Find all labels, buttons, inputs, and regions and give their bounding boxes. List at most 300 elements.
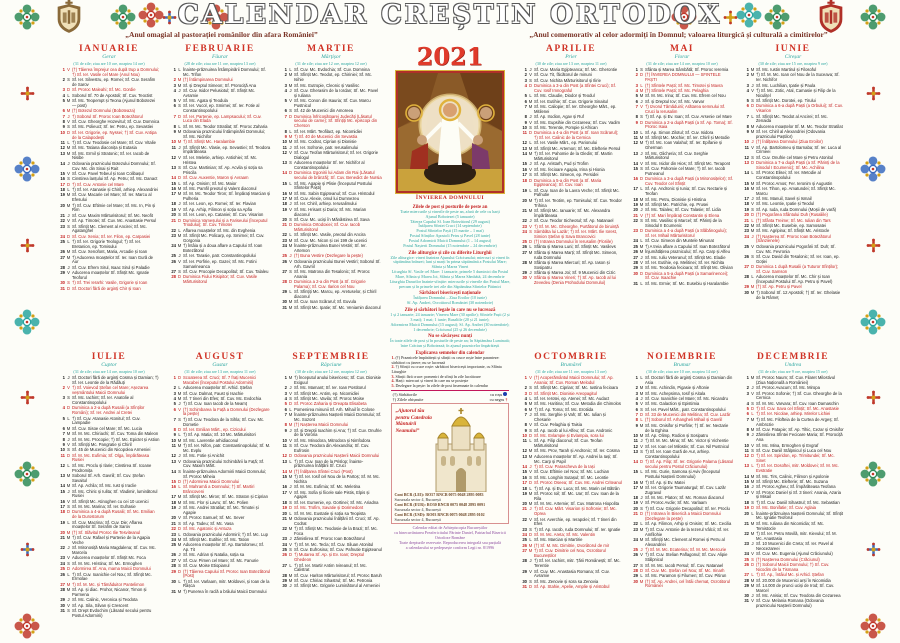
weekday-letter: M <box>750 375 755 380</box>
weekday-letter: V <box>529 469 532 475</box>
day-text: Sf. 45 de Mucenici din Nicopolea Armeniei <box>72 447 151 453</box>
month-name: SEPTEMBRIE <box>292 352 370 362</box>
weekday-letter: M <box>639 390 644 396</box>
day-entry <box>58 240 160 250</box>
day-number: 12 <box>744 154 749 160</box>
day-text: Duminica Izgonirii lui Adam din Rai (Lăsatul secului de brânză); Sf. Cuv. Benedict de Nursia <box>294 170 382 181</box>
day-text: Sf. Cuv. Xenofont, Maria, Arcadie și Ioan <box>72 249 148 255</box>
day-number: 7 <box>524 104 527 110</box>
weekday-letter: L <box>529 485 532 491</box>
day-number: 20 <box>282 216 287 222</box>
day-text: Sf. Cuv. Eufrosina; Sf. Cuv. Pafnutie Egipteanul <box>294 547 382 553</box>
day-text: Sf. Mc. Proclu și Ilarie; Cinstirea Sf. Icoane Prodromița <box>72 462 152 473</box>
day-entry <box>520 413 622 423</box>
day-text: Aducerea moaștelor Sf. M. Mc. Teodor Stratilat <box>756 123 843 129</box>
weekday-letter: D <box>66 566 71 572</box>
day-text: †) Sf. Ier. Nifon, patr. Constantinopolului; Sf. M. Mc. Evplu <box>183 443 271 453</box>
day-number: 4 <box>635 395 638 401</box>
day-number: 14 <box>744 170 749 176</box>
day-number: 4 <box>173 87 176 93</box>
day-number: 12 <box>522 140 527 146</box>
day-number: 28 <box>60 587 65 593</box>
day-entry <box>631 187 733 197</box>
calendar-grid <box>56 44 844 640</box>
day-number: 28 <box>633 259 638 265</box>
day-text: Sf. Mc. Lavrentie arhidiaconul <box>183 437 239 443</box>
weekday-letter: M <box>528 104 533 110</box>
weekday-letter: D <box>288 222 293 228</box>
day-number: 5 <box>284 98 287 104</box>
weekday-letter: S <box>751 400 754 406</box>
day-text: Sf. Mc. Haritina; Sf. Cuv. Metodia din Chimolos <box>534 401 621 407</box>
weekday-letter: J <box>178 401 181 407</box>
weekday-letter: J <box>529 67 532 72</box>
month-daylight-info: (30 de zile; ziua are 15 ore, noaptea 9 ore) <box>758 61 828 66</box>
day-number: 18 <box>171 201 176 207</box>
day-number: 4 <box>284 395 287 401</box>
weekday-letter: D <box>177 274 182 280</box>
day-entry <box>280 270 382 280</box>
weekday-letter: D <box>177 426 182 432</box>
day-text: Sf. Drept Evdochim (Lăsatul secului pentru Postul Adormirii) <box>72 607 152 618</box>
legend-title: Explicarea semnelor din calendar <box>415 351 485 357</box>
day-text: Sf. Ier. Averchie, ep. Ierapolei; Sf. 7 tineri din Efes <box>534 516 617 527</box>
day-number: 22 <box>744 222 749 228</box>
day-text: Sf. Cuv. Simeon din Muntele Minunat <box>645 238 714 244</box>
day-text: Scoaterea Sf. Cruci; Sf. 7 frați Mucenici Macabei (Începutul Postului Adormirii) <box>183 375 257 385</box>
day-text: (†) Nașterea Sf. Proroc Ioan Botezătorul (Sânzienele) <box>756 233 831 244</box>
day-number: 3 <box>524 390 527 396</box>
day-text: Sf. Cuv. Isidor Pelusiotul; Sf. Sfințit Mc. Avramie <box>183 87 256 98</box>
weekday-letter: L <box>751 572 754 578</box>
day-entry <box>280 475 382 485</box>
weekday-letter: J <box>529 161 532 167</box>
month-mai <box>629 44 733 350</box>
weekday-letter: M <box>750 416 755 422</box>
weekday-letter: D <box>528 177 533 183</box>
day-text: †) Sf. 40 de Mucenici din Sevastia <box>294 133 358 139</box>
rosette-icon <box>14 613 40 639</box>
weekday-letter: D <box>528 390 533 396</box>
day-text: Sf. Ap. Sila, Silvan și Crescent <box>72 602 129 608</box>
day-text: (†) Sf. Ap. Andrei, cel Întâi chemat, Ocrotitorul României <box>645 578 730 589</box>
month-daylight-info: (30 de zile; ziua are 12 ore, noaptea 12 ore) <box>295 369 367 374</box>
day-number: 21 <box>282 222 287 228</box>
day-number: 12 <box>282 453 287 459</box>
day-entry <box>631 553 733 563</box>
day-text: Sf. Mc. Luchilian, Ipatie și Paula <box>756 82 816 88</box>
day-text: †) Sf. Sfințit Mc. Haralambie <box>183 139 236 145</box>
weekday-letter: V <box>178 458 181 464</box>
month-daylight-info: (31 de zile; ziua are 14 ore, noaptea 10 ore) <box>73 369 145 374</box>
day-number: 27 <box>282 268 287 274</box>
weekday-letter: S <box>178 164 181 170</box>
day-number: 8 <box>284 128 287 134</box>
weekday-letter: L <box>178 385 181 391</box>
day-text: †) Sf. Ap. și Ev. Ioan; Sf. Cuv. Arsenie cel Mare <box>645 114 732 120</box>
day-number: 23 <box>522 526 527 532</box>
day-text: Sf. Ap. Filip diaconul; Sf. Cuv. Teofan Mărturisitorul <box>534 438 603 449</box>
day-number: 14 <box>522 151 527 157</box>
rosette-icon <box>14 4 40 30</box>
day-number: 16 <box>522 474 527 480</box>
weekday-letter: V <box>289 437 292 443</box>
weekday-letter: V <box>529 166 532 172</box>
day-number: 13 <box>522 453 527 459</box>
day-number: 13 <box>282 458 287 464</box>
day-number: 15 <box>60 488 65 494</box>
weekday-letter: S <box>67 607 70 613</box>
footer-line: a calendarului se pedepsește conform Legii nr. 8/1996 <box>405 545 495 551</box>
day-number: 4 <box>173 395 176 401</box>
day-text: Sf. Cuv. Mc. Eugenia (Ajunul Crăciunului) <box>756 551 833 557</box>
day-entry <box>631 512 733 522</box>
day-number: 23 <box>282 237 287 243</box>
rosette-icon <box>860 156 886 182</box>
section-line: Postul Nașterii Domnului (15 noiembrie – 24 decembrie) <box>403 242 497 248</box>
month-name: APRILIE <box>545 44 597 54</box>
weekday-letter: V <box>640 500 643 506</box>
weekday-letter: L <box>640 238 643 244</box>
key-note: cu negru † <box>489 397 508 403</box>
day-number: 26 <box>282 258 287 264</box>
day-entry <box>520 507 622 517</box>
day-number: 3 <box>62 87 65 93</box>
weekday-letter: L <box>67 139 70 145</box>
day-entry <box>631 219 733 229</box>
weekday-letter: V <box>67 170 70 176</box>
day-number: 23 <box>744 228 749 234</box>
day-text: Sf. Ier. Eutihie; Sf. Cuv. Grigorie Sinaitul <box>534 98 608 104</box>
day-text: †) Sf. Cuv. Grigorie Decapolitul; Sf. Ier. Proclu <box>645 505 730 511</box>
weekday-letter: L <box>751 217 754 223</box>
day-number: 27 <box>633 254 638 260</box>
day-text: Sf. Ier. Eumenie, ep. Gortinei; Sf. Mc. Ariadna <box>294 499 379 505</box>
day-text: Sf. Cuv. Ioanichie cel Mare; Sf. Mc. Nicandru <box>645 395 729 401</box>
weekday-letter: S <box>178 416 181 422</box>
day-text: Sf. Sfințit Mc. Vasile, preotul din Ancira <box>294 232 366 238</box>
weekday-letter: J <box>178 552 181 558</box>
day-number: 8 <box>746 123 749 129</box>
weekday-letter: M <box>639 526 644 532</box>
weekday-letter: L <box>289 128 292 134</box>
day-text: Sf. Cuv. Mc. Ștefan cel Nou; Sf. Mc. Irinarh <box>645 567 725 573</box>
day-number: 22 <box>744 530 749 536</box>
weekday-letter: D <box>66 285 71 291</box>
day-text: Sf. Mc. Sabin Egipteanul; Sf. Cuv. Hristodul <box>294 190 375 196</box>
day-text: Sf. Mironosiță Maria Magdalena; Sf. Cuv. Mc. Marcela <box>72 545 156 556</box>
month-name: IUNIE <box>775 44 811 54</box>
day-text: Sf. Sfințit Mc. Artemon; Sf. Mc. Elefterie Persul <box>534 145 621 151</box>
weekday-letter: J <box>178 144 181 150</box>
day-entry <box>280 244 382 254</box>
cathedral-appeal-text: „Ajutorul tău pentru Catedrala Mântuirii Neamului” <box>395 408 432 434</box>
day-text: †) Sf. M. Mc. și Tămăduitor Pantelimon <box>72 581 145 587</box>
weekday-letter: D <box>639 567 644 573</box>
weekday-letter: M <box>288 196 293 202</box>
day-number: 26 <box>60 571 65 577</box>
weekday-letter: M <box>639 196 644 202</box>
day-text: Sf. Mc. Hrisant și Daria; Sf. Mc. Marian diaconul <box>294 206 367 217</box>
weekday-letter: J <box>67 436 70 442</box>
day-text: Sf. 33 de Mucenici din Melitina; Sf. Cuv. Lazăr <box>645 412 731 418</box>
day-text: Sf. Proroc Daniel și Sf. 3 tineri: Anania, Azaria și Misail <box>756 489 841 500</box>
weekday-letter: D <box>177 217 182 223</box>
day-text: (†) Intrarea Domnului în Ierusalim (Floriile) <box>534 239 613 245</box>
day-number: 16 <box>633 479 638 485</box>
day-text: Sfânta și Marea Miercuri; Sf. Ap. Iason și Sosipatru <box>534 259 610 270</box>
day-number: 25 <box>744 556 749 562</box>
weekday-letter: S <box>751 556 754 562</box>
day-text: Sf. Mc. Agapie și Plisie (Începutul Postului Sfintelor Paști) <box>294 180 372 191</box>
weekday-letter: D <box>288 279 293 285</box>
weekday-letter: M <box>177 243 182 249</box>
day-number: 4 <box>524 395 527 401</box>
small-cross-icon <box>20 542 35 557</box>
weekday-letter: D <box>288 552 293 558</box>
day-number: 11 <box>60 139 65 145</box>
weekday-letter: M <box>66 587 71 593</box>
footer-line: cu binecuvântarea Preafericitului Părinte Daniel, Patriarhul Bisericii Ortodoxe Române <box>394 530 506 541</box>
blue-dot-icon <box>503 392 507 396</box>
weekday-letter: V <box>640 212 643 218</box>
day-text: Înainte-prăznuirea Adormirii Maicii Domnului; Sf. Proroc Miheia <box>183 468 267 479</box>
day-number: 24 <box>171 243 176 249</box>
left-ornament-border <box>4 4 50 639</box>
day-number: 26 <box>171 552 176 558</box>
weekday-letter: D <box>66 452 71 458</box>
weekday-letter: D <box>750 212 755 218</box>
day-number: 14 <box>282 468 287 474</box>
day-entry <box>169 460 271 470</box>
day-text: Sf. Sfințit Mc. Miron; Sf. Mc. Straton și Ciprian <box>183 494 268 500</box>
day-number: 11 <box>633 135 638 141</box>
day-entry <box>280 182 382 192</box>
day-entry <box>631 580 733 590</box>
day-number: 27 <box>522 548 527 554</box>
day-text: Sf. Ier. Ioan cel Milostiv; Sf. Cuv. Nil Pustnicul <box>645 443 730 449</box>
day-entry <box>280 151 382 161</box>
day-text: Sf. și Dreptul Iov; Sf. Mc. Varvar <box>645 98 705 104</box>
weekday-letter: M <box>66 192 71 198</box>
weekday-letter: V <box>751 489 754 495</box>
day-text: Odovania praznicului Înălțării Sf. Cruci; Sf. Ap. Codrat <box>294 515 380 526</box>
day-number: 10 <box>60 129 65 135</box>
day-text: Sf. Mc. Manuil, Savel și Ismail <box>756 196 812 202</box>
weekday-letter: M <box>528 197 533 203</box>
day-entry <box>520 199 622 209</box>
weekday-letter: M <box>66 108 71 114</box>
weekday-letter: M <box>66 254 71 260</box>
day-number: 18 <box>282 499 287 505</box>
weekday-letter: S <box>178 212 181 218</box>
weekday-letter: M <box>639 385 644 391</box>
day-text: Sf. Ap. Irodion, Agav și Ruf <box>534 114 584 120</box>
day-number: 8 <box>284 422 287 428</box>
weekday-letter: M <box>288 578 293 584</box>
day-text: Duminica Ortodoxiei; Sf. Cuv. Iacob Mărturisitorul <box>294 222 361 233</box>
day-number: 23 <box>744 541 749 547</box>
day-text: †) Sf. Cuv. Teodosie cel Mare; Sf. Cuv. Vitalie <box>72 139 156 145</box>
weekday-letter: M <box>639 249 644 255</box>
day-number: 7 <box>62 113 65 119</box>
weekday-letter: M <box>750 123 755 129</box>
day-text: Sf. Mc. Teopempt și Teona (Ajunul Bobotezei — post) <box>72 98 156 108</box>
day-number: 9 <box>62 441 65 447</box>
day-text: †) Sf. Mc. Ioan Valahul; Sf. Ier. Epifanie și Gherman <box>645 140 722 151</box>
weekday-letter: J <box>178 201 181 207</box>
day-text: Duminica a 5-a din Post (a Sf. Maria Egipteanca); Sf. Cuv. Ioan <box>534 177 602 188</box>
day-text: Cinstirea lanțului Sf. Ap. Petru; Sf. Mc. Danact <box>72 176 158 182</box>
day-text: Sf. Cuv. Mc. uciși în Mănăstirea Sf. Sava <box>294 216 370 222</box>
day-number: 28 <box>282 572 287 578</box>
day-number: 14 <box>171 175 176 181</box>
rosette-icon <box>860 4 886 30</box>
day-entry <box>58 256 160 266</box>
day-text: Sf. M. Mc. Teodor Tiron; Sf. Împărați Marcian și Pulheria <box>183 191 271 202</box>
day-entry <box>742 392 844 402</box>
key-label: †) Zilele obișnuite <box>392 397 424 403</box>
day-text: Sf. Mc. Vasilisc și Marcel; Sf. Părinți de la Sinodul II Ecumenic <box>645 218 722 228</box>
day-number: 26 <box>744 561 749 567</box>
weekday-letter: V <box>751 551 754 557</box>
day-number: 16 <box>60 498 65 504</box>
day-entry <box>520 439 622 449</box>
day-text: Sf. Cuv. Efrem Sirul, Isaac Sirul și Paladie <box>72 264 150 270</box>
day-number: 9 <box>635 119 638 125</box>
day-text: Sf. Mc. Agata și Teodula <box>183 98 228 104</box>
day-entry <box>169 580 271 590</box>
weekday-letter: D <box>177 568 182 574</box>
day-text: Sf. M. Mc. Chiriachi; Sf. Cuv. Toma din Maleon <box>72 431 159 437</box>
legend-items <box>391 356 508 388</box>
weekday-letter: S <box>640 218 643 224</box>
day-number: 18 <box>60 509 65 515</box>
day-text: Sf. Proroc Maleahi; Sf. Mc. Gordie <box>72 87 136 93</box>
day-text: Sf. Mc. Ermie; Sf. Mc. Eusebiu și Haralambie <box>645 280 729 286</box>
day-number: 19 <box>171 206 176 212</box>
day-number: 5 <box>62 98 65 104</box>
weekday-letter: J <box>67 113 70 119</box>
day-entry <box>631 272 733 282</box>
day-text: Aducerea moaștelor Sf. Sfințit Mc. Foca <box>72 555 146 561</box>
day-number: 22 <box>171 526 176 532</box>
day-text: Sf. Mc. Adrian și Natalia, soția sa <box>183 552 245 558</box>
weekday-letter: D <box>288 453 293 459</box>
day-text: Sâmbăta lui Lazăr; †) Sf. Ier. Mărt. Ilie Iorest, Simion Ștefan și Sava Brancovici <box>534 228 618 239</box>
day-entry <box>58 396 160 406</box>
day-text: (†) Sfânta Treime; Sf. Mc. Iulian din Tars <box>756 217 831 223</box>
month-octombrie <box>518 352 622 640</box>
day-text: Sf. Mc. fecioare Agapia, Irina și Hionia <box>534 166 605 172</box>
day-number: 7 <box>173 113 176 119</box>
day-text: Sf. Ap. Onisim; Sf. Mc. Maior <box>183 180 237 186</box>
day-text: Sf. Cuv. Mc. Nicon și cei 199 de ucenici <box>294 237 368 243</box>
day-entry <box>520 261 622 271</box>
day-text: Sf. Cuv. Mc. Evdochia; Sf. Cuv. Domnina <box>294 67 370 72</box>
day-text: Sf. Sfințit Mc. Antim, ep. Nicomidiei <box>294 390 359 396</box>
month-days <box>742 68 844 300</box>
day-text: Sf. Mc. Prov, Tarah și Andronic; Sf. Ier. Cosma <box>534 448 620 454</box>
day-number: 11 <box>744 447 749 453</box>
weekday-letter: D <box>639 270 644 276</box>
day-number: 25 <box>60 566 65 572</box>
day-entry <box>58 406 160 416</box>
day-entry <box>58 376 160 386</box>
day-number: 7 <box>635 412 638 418</box>
day-number: 21 <box>522 506 527 512</box>
month-name: IULIE <box>91 352 127 362</box>
day-text: Sf. Mc. Serghie și Vah; Sf. Mc. Iulian și Chesarie <box>534 412 606 422</box>
day-number: 8 <box>173 123 176 129</box>
key-note: cu roșu <box>490 392 507 397</box>
weekday-letter: S <box>529 526 532 532</box>
rosette-icon <box>860 309 886 335</box>
cathedral-box <box>391 403 508 524</box>
weekday-letter: M <box>639 578 644 584</box>
weekday-letter: L <box>178 67 181 72</box>
day-text: Sf. Mc. Eupsihie din Cezareea; Sf. Cuv. Vadim <box>534 119 620 125</box>
day-text: Odovania praznicului Schimbării la Față; Sf. Cuv. Maxim Mărt. <box>183 458 265 469</box>
day-text: Înainte-prăznuirea Bunei Vestiri; Sf. Ier. Artemon <box>294 243 367 253</box>
weekday-letter: J <box>529 558 532 564</box>
publisher-footer <box>389 525 511 550</box>
day-number: 5 <box>635 93 638 99</box>
day-text: Sf. Ier. Leon, ep. Cataniei; Sf. Cuv. Visarion <box>183 212 264 218</box>
weekday-letter: V <box>178 154 181 160</box>
day-number: 3 <box>173 82 176 88</box>
day-number: 8 <box>746 426 749 432</box>
weekday-letter: D <box>66 233 71 239</box>
weekday-letter: J <box>751 139 754 145</box>
day-entry <box>520 492 622 502</box>
weekday-letter: S <box>640 449 643 455</box>
day-text: (†) Nașterea Domnului (Crăciunul) <box>756 556 820 562</box>
weekday-letter: V <box>289 206 292 212</box>
day-text: Sf. Cuv. Macrina; Sf. Cuv. Die; Aflarea moaștelor Sf. Serafim de Sarov <box>72 519 143 530</box>
day-entry <box>520 276 622 286</box>
day-entry <box>280 491 382 501</box>
day-number: 21 <box>744 520 749 526</box>
icon-caption: ÎNVIEREA DOMNULUI <box>415 195 485 201</box>
day-text: Sf. Cuv. Maxim Mărturisitorul; Sf. Mc. Neofit <box>72 212 153 218</box>
day-number: 23 <box>282 536 287 542</box>
legend-item-number: 2. <box>391 364 396 370</box>
weekday-letter: S <box>640 505 643 511</box>
day-number: 1 <box>524 67 527 72</box>
day-number: 18 <box>633 196 638 202</box>
weekday-letter: V <box>640 443 643 449</box>
weekday-letter: S <box>67 447 70 453</box>
weekday-letter: J <box>640 438 643 444</box>
rosette-icon <box>14 156 40 182</box>
day-entry <box>742 512 844 522</box>
weekday-letter: D <box>288 401 293 407</box>
day-entry <box>58 490 160 500</box>
day-entry <box>742 89 844 99</box>
legend-item: 5. Dezlegare la pește: în zilele de post însemnate în calendar <box>391 382 488 388</box>
section-line: Înălțarea Sfintei Cruci (14 septembrie) <box>418 223 482 229</box>
day-number: 12 <box>633 140 638 146</box>
weekday-letter: M <box>528 259 533 265</box>
day-text: Sf. Sfințit Mc. Eusebie, ep. Samosatei <box>756 222 827 228</box>
weekday-letter: S <box>289 216 292 222</box>
weekday-letter: M <box>288 72 293 78</box>
weekday-letter: M <box>177 139 182 145</box>
day-text: †) Sf. Cuv. Stelian Paflagonul; Sf. Cuv. Alipie Stâlpnicul <box>645 552 728 563</box>
day-text: Sf. Ap. Stahie, Apelie, Amplie și Aristobul <box>534 584 610 590</box>
day-entry <box>631 177 733 187</box>
